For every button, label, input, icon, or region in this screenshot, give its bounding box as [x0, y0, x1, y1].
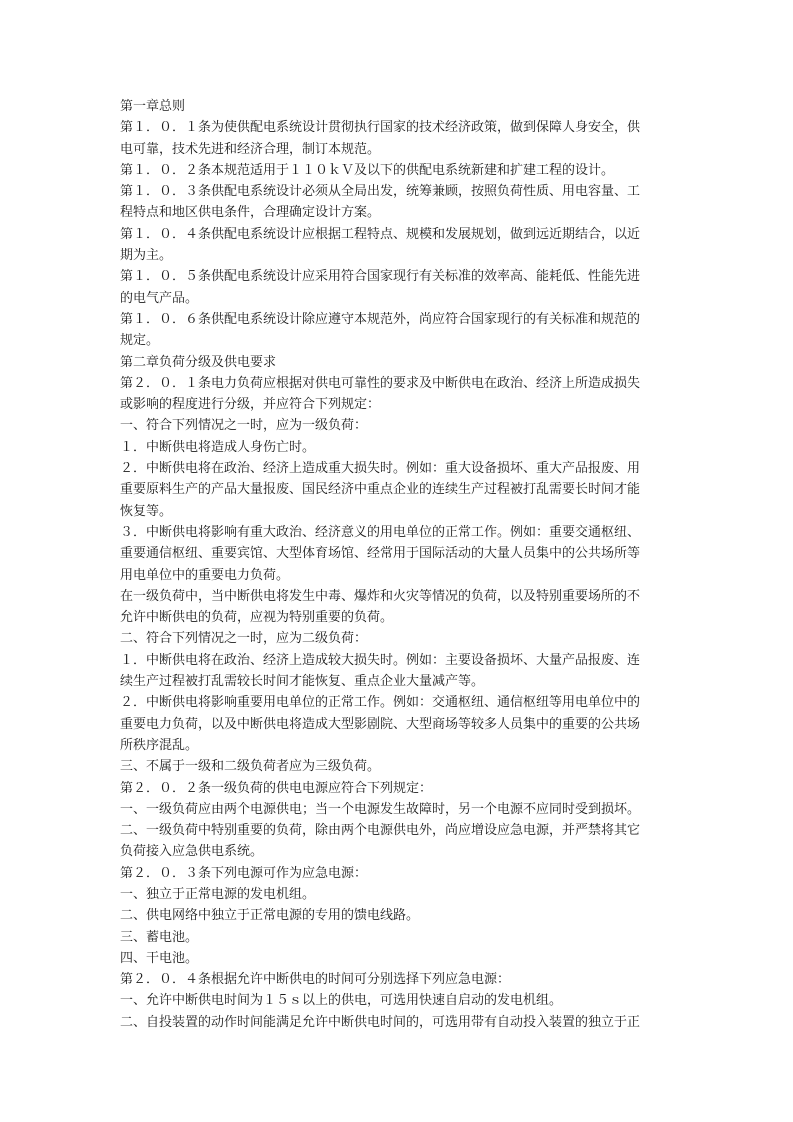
text-line: １．中断供电将造成人身伤亡时。	[120, 439, 316, 455]
text-line: 一、一级负荷应由两个电源供电；当一个电源发生故障时，另一个电源不应同时受到损坏。	[120, 801, 641, 817]
text-line: 重要电力负荷，以及中断供电将造成大型影剧院、大型商场等较多人员集中的重要的公共场	[120, 716, 641, 732]
text-line: 二、符合下列情况之一时，应为二级负荷：	[120, 631, 368, 647]
text-line: ３．中断供电将影响有重大政治、经济意义的用电单位的正常工作。例如：重要交通枢纽、	[120, 524, 641, 540]
text-line: 第二章负荷分级及供电要求	[120, 354, 277, 370]
text-line: 允许中断供电的负荷，应视为特别重要的负荷。	[120, 610, 394, 626]
text-line: 程特点和地区供电条件，合理确定设计方案。	[120, 205, 381, 221]
text-line: 用电单位中的重要电力负荷。	[120, 567, 290, 583]
text-line: 负荷接入应急供电系统。	[120, 844, 264, 860]
text-line: 第一章总则	[120, 99, 186, 114]
text-line: 在一级负荷中，当中断供电将发生中毒、爆炸和火灾等情况的负荷，以及特别重要场所的不	[120, 588, 641, 604]
text-line: 三、不属于一级和二级负荷者应为三级负荷。	[120, 759, 381, 775]
document-page	[120, 96, 680, 1033]
text-line: １．中断供电将在政治、经济上造成较大损失时。例如：主要设备损坏、大量产品报废、连	[120, 652, 641, 668]
text-line: 第１．０．２条本规范适用于１１０ｋＶ及以下的供配电系统新建和扩建工程的设计。	[120, 162, 615, 178]
text-line: 第１．０．１条为使供配电系统设计贯彻执行国家的技术经济政策，做到保障人身安全，供	[120, 120, 641, 136]
text-line: 第１．０．６条供配电系统设计除应遵守本规范外，尚应符合国家现行的有关标准和规范的	[120, 311, 641, 327]
text-line: 期为主。	[120, 248, 173, 264]
text-line: 第１．０．４条供配电系统设计应根据工程特点、规模和发展规划，做到远近期结合，以近	[120, 226, 641, 242]
text-line: 第１．０．５条供配电系统设计应采用符合国家现行有关标准的效率高、能耗低、性能先进	[120, 269, 641, 285]
text-line: 重要原料生产的产品大量报废、国民经济中重点企业的连续生产过程被打乱需要长时间才能	[120, 482, 641, 498]
text-line: 二、供电网络中独立于正常电源的专用的馈电线路。	[120, 908, 420, 924]
text-line: 第２．０．１条电力负荷应根据对供电可靠性的要求及中断供电在政治、经济上所造成损失	[120, 375, 641, 391]
text-line: 重要通信枢纽、重要宾馆、大型体育场馆、经常用于国际活动的大量人员集中的公共场所等	[120, 546, 641, 562]
text-line: 的电气产品。	[120, 290, 199, 306]
text-line: ２．中断供电将影响重要用电单位的正常工作。例如：交通枢纽、通信枢纽等用电单位中的	[120, 695, 641, 711]
text-line: 二、自投装置的动作时间能满足允许中断供电时间的，可选用带有自动投入装置的独立于正	[120, 1014, 641, 1030]
text-line: 一、允许中断供电时间为１５ｓ以上的供电，可选用快速自启动的发电机组。	[120, 993, 563, 1009]
text-line: 电可靠，技术先进和经济合理，制订本规范。	[120, 141, 381, 157]
text-line: 四、干电池。	[120, 950, 199, 966]
text-line: 所秩序混乱。	[120, 737, 199, 753]
text-line: 三、蓄电池。	[120, 929, 199, 945]
text-line: 二、一级负荷中特别重要的负荷，除由两个电源供电外，尚应增设应急电源，并严禁将其它	[120, 823, 641, 839]
text-line: 一、独立于正常电源的发电机组。	[120, 886, 316, 902]
text-line: 第１．０．３条供配电系统设计必须从全局出发，统筹兼顾，按照负荷性质、用电容量、工	[120, 184, 641, 200]
text-line: 规定。	[120, 333, 160, 349]
text-line: 第２．０．４条根据允许中断供电的时间可分别选择下列应急电源：	[120, 972, 511, 988]
text-line: 第２．０．２条一级负荷的供电电源应符合下列规定：	[120, 780, 433, 796]
text-line: 恢复等。	[120, 503, 173, 519]
text-line: 或影响的程度进行分级，并应符合下列规定：	[120, 397, 381, 413]
text-line: 续生产过程被打乱需较长时间才能恢复、重点企业大量减产等。	[120, 674, 485, 690]
text-line: 一、符合下列情况之一时，应为一级负荷：	[120, 418, 368, 434]
text-line: 第２．０．３条下列电源可作为应急电源：	[120, 865, 368, 881]
text-line: ２．中断供电将在政治、经济上造成重大损失时。例如：重大设备损坏、重大产品报废、用	[120, 461, 641, 477]
